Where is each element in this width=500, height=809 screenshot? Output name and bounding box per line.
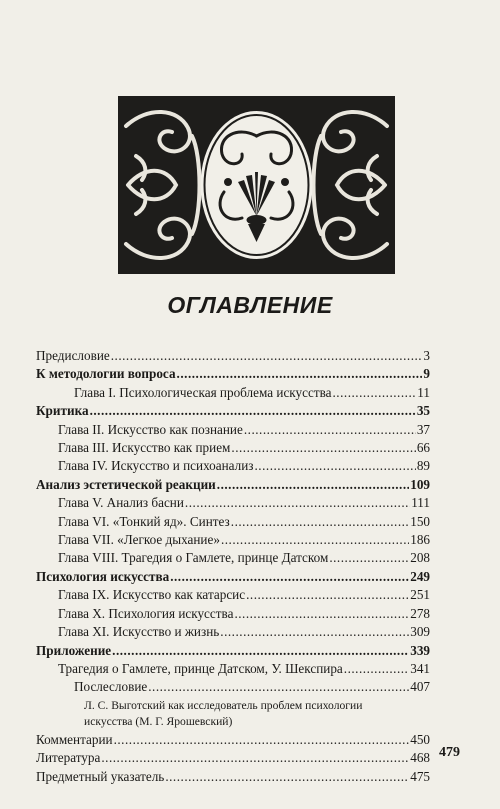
toc-entry-page: 186 xyxy=(410,532,430,548)
toc-note: Л. С. Выготский как исследователь проблем психологии искусства (М. Г. Ярошевский) xyxy=(84,698,363,728)
toc-leader-dots xyxy=(255,457,416,475)
toc-entry-title: Литература xyxy=(36,750,101,766)
toc-entry-page: 109 xyxy=(410,476,430,492)
toc-entry-title: Глава XI. Искусство и жизнь xyxy=(58,624,220,640)
toc-entry-page: 111 xyxy=(411,495,430,511)
toc-entry-title: Предметный указатель xyxy=(36,768,165,784)
toc-entry[interactable] xyxy=(36,749,430,767)
toc-entry[interactable] xyxy=(36,531,430,549)
toc-leader-dots xyxy=(234,605,409,623)
toc-entry-page: 3 xyxy=(423,348,430,363)
toc-entry-title: Глава IV. Искусство и психоанализ xyxy=(58,458,254,474)
toc-leader-dots xyxy=(217,476,409,494)
toc-entry-page: 35 xyxy=(416,403,430,419)
toc-entry[interactable] xyxy=(36,605,430,623)
toc-entry[interactable] xyxy=(36,678,430,696)
toc-entry-title: Глава IX. Искусство как катарсис xyxy=(58,587,246,603)
toc-entry-title: Глава VI. «Тонкий яд». Синтез xyxy=(58,513,230,529)
toc-entry-page: 89 xyxy=(416,458,430,474)
toc-leader-dots xyxy=(165,768,409,786)
toc-entry[interactable] xyxy=(36,439,430,457)
toc-entry[interactable] xyxy=(36,623,430,641)
toc-entry-title: Глава III. Искусство как прием xyxy=(58,440,231,456)
toc-entry-page: 339 xyxy=(410,642,430,658)
page-number: 479 xyxy=(439,745,460,760)
toc-entry-page: 9 xyxy=(423,366,430,382)
toc-entry-page: 278 xyxy=(410,605,430,621)
toc-entry-title: Психология искусства xyxy=(36,568,170,584)
toc-entry-title: Трагедия о Гамлете, принце Датском, У. Шекспира xyxy=(58,660,343,676)
toc-leader-dots xyxy=(114,731,410,749)
toc-entry-title: Комментарии xyxy=(36,731,113,747)
toc-entry-page: 468 xyxy=(410,750,430,766)
toc-entry-title: Критика xyxy=(36,403,89,419)
toc-entry-page: 450 xyxy=(410,731,430,747)
toc-leader-dots xyxy=(333,384,417,402)
toc-leader-dots xyxy=(344,660,409,678)
toc-entry-page: 309 xyxy=(410,624,430,640)
toc-entry-page: 11 xyxy=(417,384,430,400)
toc-entry-page: 475 xyxy=(410,768,430,784)
toc-entry-page: 249 xyxy=(410,568,430,584)
toc-leader-dots xyxy=(231,439,415,457)
toc-leader-dots xyxy=(170,568,409,586)
toc-entry-title: Глава II. Искусство как познание xyxy=(58,421,243,437)
toc-entry-title: Глава VII. «Легкое дыхание» xyxy=(58,532,220,548)
toc-leader-dots xyxy=(231,513,409,531)
toc-entry-page: 341 xyxy=(410,660,430,676)
toc-leader-dots xyxy=(185,494,410,512)
toc-leader-dots xyxy=(111,347,423,365)
toc-entry[interactable] xyxy=(36,731,430,749)
toc-entry-title: Послесловие xyxy=(74,679,148,695)
toc-leader-dots xyxy=(177,365,423,383)
toc-entry[interactable] xyxy=(36,568,430,586)
toc-entry-page: 407 xyxy=(410,679,430,695)
toc-entry-title: Анализ эстетической реакции xyxy=(36,476,216,492)
toc-entry[interactable] xyxy=(36,494,430,512)
toc-entry[interactable] xyxy=(36,549,430,567)
toc-entry-page: 150 xyxy=(410,513,430,529)
toc-entry-title: Глава V. Анализ басни xyxy=(58,495,184,511)
table-of-contents xyxy=(36,347,430,786)
toc-entry-title: К методологии вопроса xyxy=(36,366,176,382)
toc-entry[interactable] xyxy=(36,457,430,475)
toc-entry[interactable] xyxy=(36,768,430,786)
toc-entry-page: 208 xyxy=(410,550,430,566)
toc-leader-dots xyxy=(329,549,409,567)
toc-entry-page: 251 xyxy=(410,587,430,603)
toc-entry[interactable] xyxy=(36,347,430,365)
toc-entry[interactable] xyxy=(36,365,430,383)
toc-entry-title: Предисловие xyxy=(36,348,110,363)
toc-leader-dots xyxy=(246,586,409,604)
toc-entry[interactable] xyxy=(36,642,430,660)
toc-entry-title: Глава VIII. Трагедия о Гамлете, принце Датском xyxy=(58,550,329,566)
toc-entry[interactable] xyxy=(36,513,430,531)
toc-entry[interactable] xyxy=(36,402,430,420)
toc-leader-dots xyxy=(220,623,409,641)
toc-entry[interactable] xyxy=(36,476,430,494)
toc-leader-dots xyxy=(244,421,416,439)
palmette-ornament-icon xyxy=(118,96,395,274)
toc-entry-title: Приложение xyxy=(36,642,112,658)
page-title: ОГЛАВЛЕНИЕ xyxy=(167,292,333,318)
toc-entry[interactable] xyxy=(36,660,430,678)
toc-leader-dots xyxy=(221,531,409,549)
toc-entry-page: 37 xyxy=(416,421,430,437)
toc-leader-dots xyxy=(112,642,409,660)
toc-entry[interactable] xyxy=(36,586,430,604)
toc-entry[interactable] xyxy=(36,421,430,439)
toc-entry-title: Глава X. Психология искусства xyxy=(58,605,234,621)
toc-entry-page: 66 xyxy=(416,440,430,456)
toc-entry[interactable] xyxy=(36,384,430,402)
toc-entry-title: Глава I. Психологическая проблема искусства xyxy=(74,384,332,400)
toc-leader-dots xyxy=(101,749,409,767)
toc-leader-dots xyxy=(90,402,416,420)
toc-leader-dots xyxy=(148,678,409,696)
